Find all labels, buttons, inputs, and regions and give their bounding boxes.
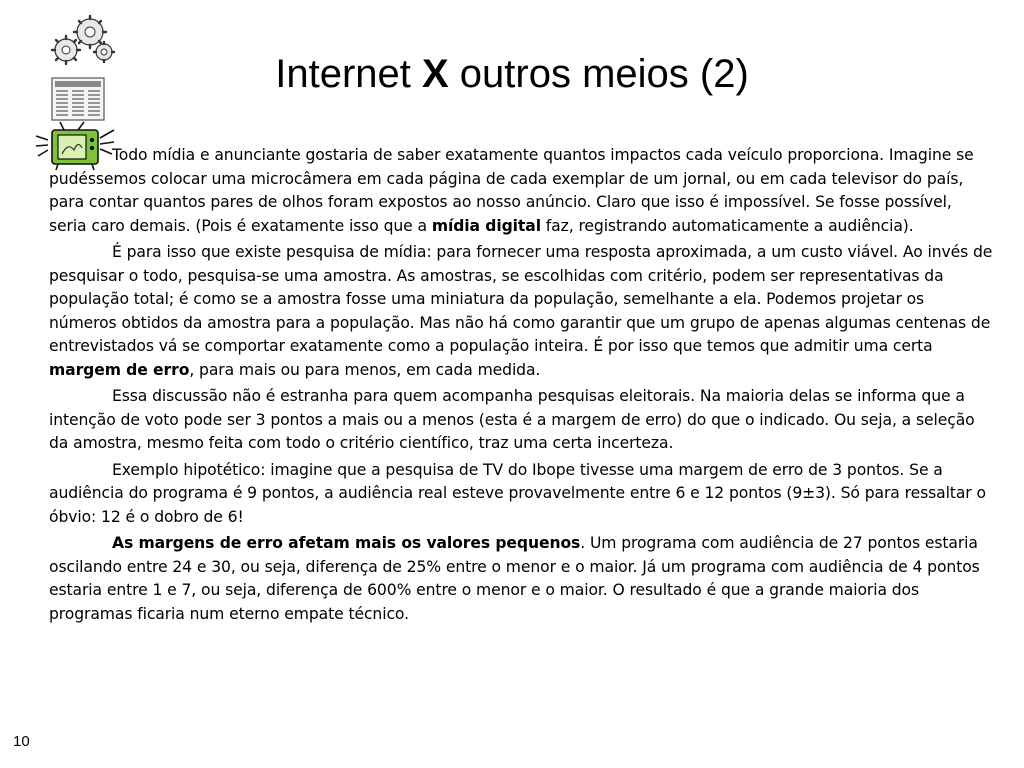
- paragraph-2-after: , para mais ou para menos, em cada medida.: [189, 360, 541, 379]
- title-text-x: X: [421, 52, 449, 96]
- slide-title: [0, 50, 1024, 98]
- paragraph-1-after: faz, registrando automaticamente a audiência).: [540, 216, 914, 235]
- paragraph-2-bold: margem de erro: [49, 360, 190, 379]
- paragraph-3: [49, 385, 993, 456]
- paragraph-5-after: . Um programa com audiência de 27 pontos estaria oscilando entre 24 e 30, ou seja, diferença de 25% entre o menor e o maior. Já um programa com audiência de 4 pontos estaria entre 1 e 7, ou seja, diferença de 600% entre o menor e o maior. O resultado é que a grande maioria dos programas ficaria num eterno empate técnico.: [49, 534, 980, 623]
- paragraph-4: [49, 459, 993, 530]
- title-text-pre: Internet: [275, 52, 422, 96]
- paragraph-2-text: É para isso que existe pesquisa de mídia: para fornecer uma resposta aproximada, a um custo viável. Ao invés de pesquisar o todo, pesquisa-se uma amostra. As amostras, se escolhidas com critério, podem ser representativas da população total; é como se a amostra fosse uma miniatura da população, semelhante a ela. Podemos projetar os números obtidos da amostra para a população. Mas não há como garantir que um grupo de apenas algumas centenas de entrevistados vá se comportar exatamente como a população inteira. É por isso que temos que admitir uma certa: [49, 243, 993, 355]
- paragraph-5-bold: As margens de erro afetam mais os valores pequenos: [112, 534, 581, 552]
- slide-body: [49, 144, 993, 629]
- paragraph-4-text: Exemplo hipotético: imagine que a pesquisa de TV do Ibope tivesse uma margem de erro de 3 pontos. Se a audiência do programa é 9 pontos, a audiência real esteve provavelmente entre 6 e 12 pontos (9±3). Só para ressaltar o óbvio: 12 é o dobro de 6!: [49, 460, 986, 526]
- paragraph-5: [49, 532, 993, 626]
- paragraph-1-text: Todo mídia e anunciante gostaria de saber exatamente quantos impactos cada veículo proporciona. Imagine se pudéssemos colocar uma microcâmera em cada página de cada exemplar de um jornal, ou em cada televisor do país, para contar quantos pares de olhos foram expostos ao nosso anúncio. Claro que isso é impossível. Se fosse possível, seria caro demais. (Pois é exatamente isso que a: [49, 146, 974, 235]
- title-text-post: outros meios (2): [448, 52, 749, 96]
- paragraph-1: [49, 144, 993, 238]
- paragraph-3-text: Essa discussão não é estranha para quem acompanha pesquisas eleitorais. Na maioria delas se informa que a intenção de voto pode ser 3 pontos a mais ou a menos (esta é a margem de erro) do que o indicado. Ou seja, a seleção da amostra, mesmo feita com todo o critério científico, traz uma certa incerteza.: [49, 387, 975, 452]
- paragraph-1-bold: mídia digital: [431, 216, 541, 235]
- slide-number: 10: [13, 733, 30, 750]
- paragraph-2: [49, 241, 993, 382]
